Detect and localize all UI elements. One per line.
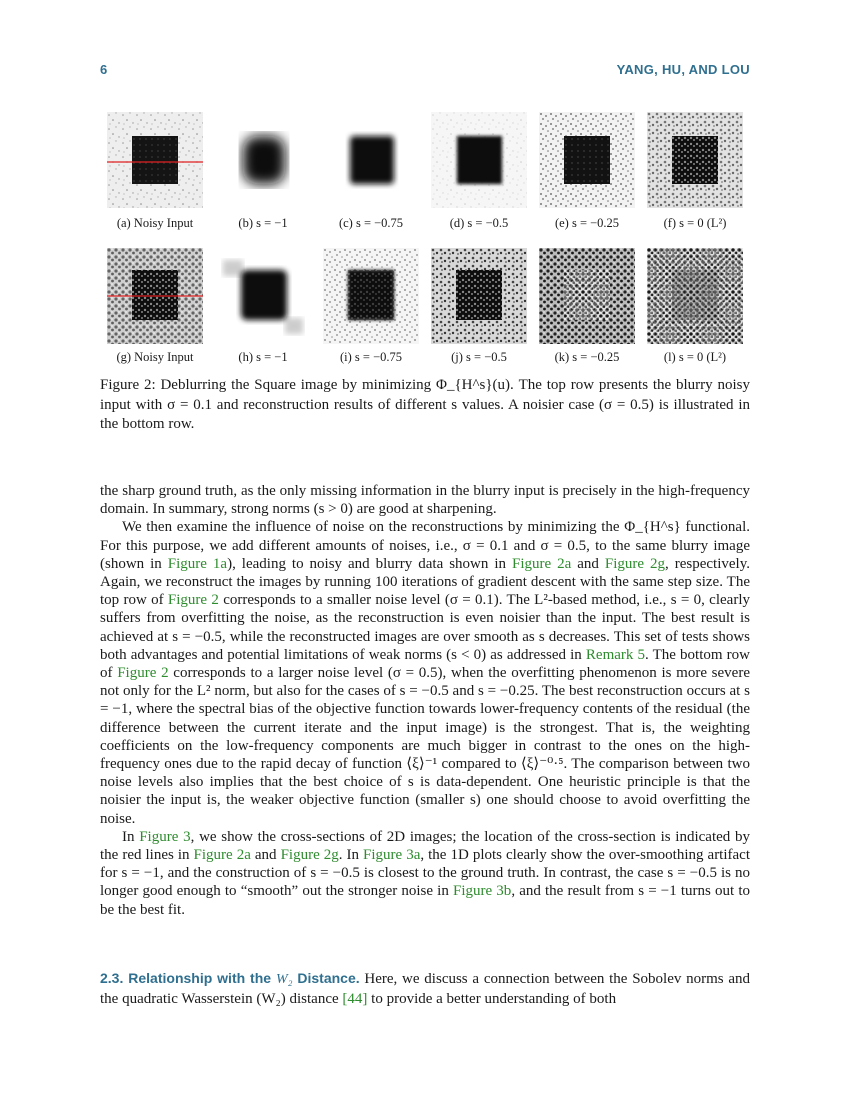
figure-link[interactable]: Figure 2a bbox=[193, 847, 251, 864]
paragraph: In Figure 3, we show the cross-sections of 2D images; the location of the cross-section is indicated by the red lines in Figure 2a and Figure 2g. In Figure 3a, the 1D plots clearly show the over-smoothing artifact for s = −1, and the construction of s = −0.5 is closest to the ground truth. In contrast, the case s = −0.5 is no longer good enough to “smooth” out the stronger noise in Figure 3b, and the result from s = −1 turns out to be the best fit. bbox=[100, 828, 751, 918]
figure-link[interactable]: Figure 2 bbox=[117, 665, 169, 682]
caption-c: (c) s = −0.75 bbox=[338, 216, 404, 230]
result-image bbox=[323, 248, 419, 344]
figure-link[interactable]: Figure 2g bbox=[604, 555, 666, 572]
subfigure-l bbox=[647, 248, 743, 364]
result-image bbox=[539, 248, 635, 344]
subfigure-d bbox=[431, 112, 527, 230]
section-2-3: 2.3. Relationship with the W₂ Distance. Here, we discuss a connection between the Sobolev norms and the quadratic Wasserstein (W₂) distance [44] to provide a better understanding of both bbox=[100, 970, 751, 1007]
noisy-input-image bbox=[107, 248, 203, 344]
subfigure-j bbox=[431, 248, 527, 364]
subfigure-i bbox=[323, 248, 419, 364]
page-header bbox=[100, 62, 750, 80]
figure-caption: Figure 2: Deblurring the Square image by minimizing Φ_{H^s}(u). The top row presents the blurry noisy input with σ = 0.1 and reconstruction results of different s values. A noisier case (σ = 0.5) is illustrated in the bottom row. bbox=[100, 377, 750, 432]
remark-link[interactable]: Remark 5 bbox=[585, 646, 646, 663]
subfigure-g bbox=[107, 248, 203, 364]
paragraph: the sharp ground truth, as the only missing information in the blurry input is precisely in the high-frequency domain. In summary, strong norms (s > 0) are good at sharpening. bbox=[100, 483, 750, 518]
caption-b: (b) s = −1 bbox=[238, 216, 288, 230]
result-image bbox=[647, 112, 743, 208]
subfigure-b bbox=[215, 112, 311, 230]
result-image bbox=[431, 248, 527, 344]
subfigure-c bbox=[323, 112, 419, 230]
caption-f: (f) s = 0 (L²) bbox=[663, 216, 727, 230]
running-authors: YANG, HU, AND LOU bbox=[616, 62, 750, 77]
caption-e: (e) s = −0.25 bbox=[554, 216, 620, 230]
result-image bbox=[323, 112, 419, 208]
figure-link[interactable]: Figure 3b bbox=[453, 883, 512, 900]
caption-h: (h) s = −1 bbox=[238, 350, 288, 364]
caption-j: (j) s = −0.5 bbox=[451, 350, 507, 364]
body-text bbox=[100, 482, 750, 919]
caption-i: (i) s = −0.75 bbox=[339, 350, 402, 364]
result-image bbox=[215, 248, 311, 344]
caption-d: (d) s = −0.5 bbox=[449, 216, 509, 230]
paragraph: We then examine the influence of noise on the reconstructions by minimizing the Φ_{H^s} functional. For this purpose, we add different amounts of noises, i.e., σ = 0.1 and σ = 0.5, to the same blurry image (shown in Figure 1a), leading to noisy and blurry data shown in Figure 2a and Figure 2g, respectively. Again, we reconstruct the images by running 100 iterations of gradient descent with the same step size. The top row of Figure 2 corresponds to a smaller noise level (σ = 0.1). The L²-based method, i.e., s = 0, clearly suffers from overfitting the noise, as the reconstruction is even noisier than the input. The best result is achieved at s = −0.5, while the reconstructed images are over smooth as s decreases. This set of tests shows both advantages and potential limitations of weak norms (s < 0) as addressed in Remark 5. The bottom row of Figure 2 corresponds to a larger noise level (σ = 0.5), when the overfitting phenomenon is more severe not only for the L² norm, but also for the cases of s = −0.5 and s = −0.25. The best reconstruction occurs at s = −1, where the spectral bias of the objective function towards lower-frequency contents of the residual (the difference between the current iterate and the input image) is the strongest. That is, the weighting coefficients on the low-frequency components are much bigger in contrast to the ones on the high-frequency ones due to the rapid decay of function ⟨ξ⟩⁻¹ compared to ⟨ξ⟩⁻⁰·⁵. The comparison between two noise levels also implies that the best choice of s is data-dependent. One heuristic principle is that the noisier the input is, the weaker objective function (smaller s) one should choose to avoid overfitting the noise. bbox=[100, 519, 750, 827]
result-image bbox=[215, 112, 311, 208]
subfigure-f bbox=[647, 112, 743, 230]
figure-link[interactable]: Figure 1a bbox=[167, 555, 228, 572]
figure-link[interactable]: Figure 3a bbox=[363, 847, 421, 864]
subfigure-h bbox=[215, 248, 311, 364]
citation-link[interactable]: [44] bbox=[342, 990, 368, 1007]
figure-link[interactable]: Figure 3 bbox=[139, 828, 191, 845]
noisy-input-image bbox=[107, 112, 203, 208]
subfigure-a bbox=[107, 112, 203, 230]
figure-link[interactable]: Figure 2a bbox=[511, 555, 572, 572]
subfigure-e bbox=[539, 112, 635, 230]
section-heading: 2.3. Relationship with the W₂ Distance. bbox=[100, 970, 360, 987]
result-image bbox=[539, 112, 635, 208]
caption-k: (k) s = −0.25 bbox=[554, 350, 620, 364]
figure-link[interactable]: Figure 2g bbox=[280, 847, 339, 864]
result-image bbox=[647, 248, 743, 344]
result-image bbox=[431, 112, 527, 208]
subfigure-k bbox=[539, 248, 635, 364]
caption-l: (l) s = 0 (L²) bbox=[663, 350, 727, 364]
page-number: 6 bbox=[100, 62, 108, 77]
figure-link[interactable]: Figure 2 bbox=[167, 592, 219, 609]
caption-g: (g) Noisy Input bbox=[116, 350, 194, 364]
caption-a: (a) Noisy Input bbox=[116, 216, 194, 230]
